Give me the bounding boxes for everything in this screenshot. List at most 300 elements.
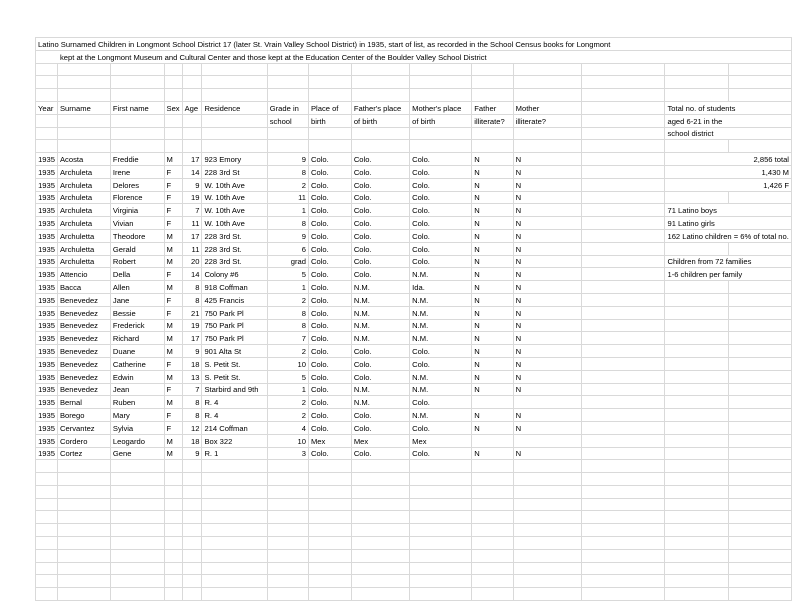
empty-cell[interactable]	[202, 511, 267, 524]
cell-sex[interactable]: M	[164, 242, 182, 255]
cell-year[interactable]: 1935	[36, 421, 58, 434]
cell-father-place-of-birth[interactable]: N.M.	[351, 319, 409, 332]
empty-cell[interactable]	[728, 511, 791, 524]
empty-cell[interactable]	[472, 63, 513, 76]
cell-grade[interactable]: 8	[267, 319, 308, 332]
cell-residence[interactable]: W. 10th Ave	[202, 178, 267, 191]
cell-first-name[interactable]: Sylvia	[110, 421, 164, 434]
summary-note[interactable]: 2,856 total	[665, 153, 792, 166]
empty-cell[interactable]	[164, 460, 182, 473]
empty-cell[interactable]	[202, 537, 267, 550]
empty-cell[interactable]	[202, 63, 267, 76]
cell-year[interactable]: 1935	[36, 370, 58, 383]
cell-surname[interactable]: Archuletta	[57, 229, 110, 242]
empty-cell[interactable]	[308, 127, 351, 140]
empty-cell[interactable]	[582, 345, 665, 358]
empty-cell[interactable]	[728, 485, 791, 498]
cell-surname[interactable]: Archuletta	[57, 255, 110, 268]
empty-cell[interactable]	[351, 562, 409, 575]
cell-surname[interactable]: Attencio	[57, 268, 110, 281]
cell-first-name[interactable]: Della	[110, 268, 164, 281]
empty-cell[interactable]	[665, 242, 728, 255]
cell-first-name[interactable]: Allen	[110, 281, 164, 294]
empty-cell[interactable]	[267, 473, 308, 486]
empty-cell[interactable]	[410, 562, 472, 575]
cell-mother-illiterate[interactable]: N	[513, 409, 581, 422]
empty-cell[interactable]	[410, 575, 472, 588]
empty-cell[interactable]	[182, 498, 202, 511]
empty-cell[interactable]	[308, 485, 351, 498]
cell-age[interactable]: 19	[182, 319, 202, 332]
cell-sex[interactable]: F	[164, 165, 182, 178]
cell-father-place-of-birth[interactable]: N.M.	[351, 332, 409, 345]
cell-father-illiterate[interactable]: N	[472, 281, 513, 294]
cell-father-place-of-birth[interactable]: N.M.	[351, 281, 409, 294]
empty-cell[interactable]	[202, 89, 267, 102]
header-cell-surname[interactable]: Surname	[57, 101, 110, 114]
title-line-2[interactable]: kept at the Longmont Museum and Cultural Center and those kept at the Education Center of the Boulder Valley School District	[36, 50, 792, 63]
empty-cell[interactable]	[582, 153, 665, 166]
empty-cell[interactable]	[728, 460, 791, 473]
empty-cell[interactable]	[472, 588, 513, 601]
cell-sex[interactable]: M	[164, 153, 182, 166]
cell-mother-illiterate[interactable]	[513, 396, 581, 409]
empty-cell[interactable]	[582, 473, 665, 486]
empty-cell[interactable]	[665, 76, 728, 89]
cell-age[interactable]: 17	[182, 229, 202, 242]
cell-father-place-of-birth[interactable]: N.M.	[351, 306, 409, 319]
empty-cell[interactable]	[582, 76, 665, 89]
empty-cell[interactable]	[164, 511, 182, 524]
cell-first-name[interactable]: Gene	[110, 447, 164, 460]
cell-surname[interactable]: Cortez	[57, 447, 110, 460]
cell-residence[interactable]: S. Petit St.	[202, 357, 267, 370]
cell-grade[interactable]: 2	[267, 409, 308, 422]
empty-cell[interactable]	[665, 588, 728, 601]
empty-cell[interactable]	[582, 511, 665, 524]
cell-residence[interactable]: 901 Alta St	[202, 345, 267, 358]
cell-mother-illiterate[interactable]: N	[513, 383, 581, 396]
header-cell-sex[interactable]: Sex	[164, 101, 182, 114]
empty-cell[interactable]	[582, 114, 665, 127]
empty-cell[interactable]	[472, 473, 513, 486]
empty-cell[interactable]	[36, 63, 58, 76]
empty-cell[interactable]	[267, 524, 308, 537]
cell-sex[interactable]: M	[164, 332, 182, 345]
cell-age[interactable]: 12	[182, 421, 202, 434]
cell-age[interactable]: 18	[182, 434, 202, 447]
cell-age[interactable]: 8	[182, 396, 202, 409]
cell-place-of-birth[interactable]: Colo.	[308, 447, 351, 460]
cell-sex[interactable]: M	[164, 370, 182, 383]
empty-cell[interactable]	[582, 191, 665, 204]
cell-mother-place-of-birth[interactable]: Colo.	[410, 153, 472, 166]
empty-cell[interactable]	[267, 63, 308, 76]
empty-cell[interactable]	[582, 588, 665, 601]
cell-father-place-of-birth[interactable]: N.M.	[351, 383, 409, 396]
cell-age[interactable]: 11	[182, 242, 202, 255]
empty-cell[interactable]	[665, 63, 728, 76]
empty-cell[interactable]	[513, 460, 581, 473]
empty-cell[interactable]	[110, 127, 164, 140]
header-cell-mother-ill[interactable]: illiterate?	[513, 114, 581, 127]
empty-cell[interactable]	[36, 485, 58, 498]
empty-cell[interactable]	[582, 575, 665, 588]
empty-cell[interactable]	[513, 485, 581, 498]
empty-cell[interactable]	[582, 140, 665, 153]
cell-sex[interactable]: F	[164, 421, 182, 434]
empty-cell[interactable]	[36, 498, 58, 511]
empty-cell[interactable]	[308, 498, 351, 511]
cell-sex[interactable]: F	[164, 357, 182, 370]
empty-cell[interactable]	[308, 140, 351, 153]
cell-residence[interactable]: 228 3rd St.	[202, 255, 267, 268]
empty-cell[interactable]	[410, 588, 472, 601]
empty-cell[interactable]	[110, 76, 164, 89]
cell-surname[interactable]: Archuleta	[57, 204, 110, 217]
empty-cell[interactable]	[36, 140, 58, 153]
cell-residence[interactable]: R. 4	[202, 396, 267, 409]
cell-sex[interactable]: F	[164, 293, 182, 306]
cell-father-illiterate[interactable]: N	[472, 255, 513, 268]
cell-place-of-birth[interactable]: Colo.	[308, 345, 351, 358]
empty-cell[interactable]	[164, 76, 182, 89]
cell-first-name[interactable]: Delores	[110, 178, 164, 191]
cell-mother-illiterate[interactable]: N	[513, 255, 581, 268]
cell-place-of-birth[interactable]: Colo.	[308, 293, 351, 306]
cell-mother-illiterate[interactable]: N	[513, 178, 581, 191]
cell-mother-illiterate[interactable]: N	[513, 204, 581, 217]
cell-mother-illiterate[interactable]: N	[513, 217, 581, 230]
empty-cell[interactable]	[665, 319, 728, 332]
empty-cell[interactable]	[728, 306, 791, 319]
empty-cell[interactable]	[202, 127, 267, 140]
cell-mother-place-of-birth[interactable]: Colo.	[410, 255, 472, 268]
empty-cell[interactable]	[665, 383, 728, 396]
empty-cell[interactable]	[351, 140, 409, 153]
header-cell-total[interactable]: Total no. of students	[665, 101, 792, 114]
empty-cell[interactable]	[267, 140, 308, 153]
cell-mother-place-of-birth[interactable]: Colo.	[410, 217, 472, 230]
empty-cell[interactable]	[582, 268, 665, 281]
cell-father-place-of-birth[interactable]: Colo.	[351, 153, 409, 166]
cell-year[interactable]: 1935	[36, 434, 58, 447]
empty-cell[interactable]	[57, 562, 110, 575]
cell-first-name[interactable]: Robert	[110, 255, 164, 268]
empty-cell[interactable]	[57, 549, 110, 562]
empty-cell[interactable]	[728, 370, 791, 383]
cell-place-of-birth[interactable]: Colo.	[308, 242, 351, 255]
cell-father-illiterate[interactable]: N	[472, 319, 513, 332]
cell-year[interactable]: 1935	[36, 447, 58, 460]
cell-age[interactable]: 8	[182, 293, 202, 306]
empty-cell[interactable]	[472, 76, 513, 89]
empty-cell[interactable]	[472, 127, 513, 140]
cell-residence[interactable]: 923 Emory	[202, 153, 267, 166]
empty-cell[interactable]	[410, 460, 472, 473]
empty-cell[interactable]	[728, 242, 791, 255]
cell-age[interactable]: 19	[182, 191, 202, 204]
empty-cell[interactable]	[267, 511, 308, 524]
empty-cell[interactable]	[182, 588, 202, 601]
empty-cell[interactable]	[665, 332, 728, 345]
cell-place-of-birth[interactable]: Colo.	[308, 370, 351, 383]
empty-cell[interactable]	[728, 89, 791, 102]
empty-cell[interactable]	[202, 460, 267, 473]
cell-first-name[interactable]: Ruben	[110, 396, 164, 409]
cell-father-place-of-birth[interactable]: Colo.	[351, 165, 409, 178]
cell-place-of-birth[interactable]: Colo.	[308, 178, 351, 191]
empty-cell[interactable]	[36, 575, 58, 588]
empty-cell[interactable]	[164, 562, 182, 575]
cell-residence[interactable]: 750 Park Pl	[202, 319, 267, 332]
cell-sex[interactable]: F	[164, 306, 182, 319]
empty-cell[interactable]	[351, 588, 409, 601]
cell-mother-place-of-birth[interactable]: N.M.	[410, 332, 472, 345]
empty-cell[interactable]	[513, 537, 581, 550]
empty-cell[interactable]	[582, 370, 665, 383]
empty-cell[interactable]	[728, 357, 791, 370]
cell-age[interactable]: 9	[182, 447, 202, 460]
empty-cell[interactable]	[728, 396, 791, 409]
empty-cell[interactable]	[513, 127, 581, 140]
empty-cell[interactable]	[182, 485, 202, 498]
empty-cell[interactable]	[182, 537, 202, 550]
cell-place-of-birth[interactable]: Colo.	[308, 255, 351, 268]
empty-cell[interactable]	[182, 575, 202, 588]
cell-residence[interactable]: R. 1	[202, 447, 267, 460]
cell-age[interactable]: 13	[182, 370, 202, 383]
cell-first-name[interactable]: Vivian	[110, 217, 164, 230]
empty-cell[interactable]	[728, 575, 791, 588]
empty-cell[interactable]	[182, 140, 202, 153]
empty-cell[interactable]	[582, 89, 665, 102]
header-cell-father-pob[interactable]: of birth	[351, 114, 409, 127]
header-cell-grade[interactable]: Grade in	[267, 101, 308, 114]
empty-cell[interactable]	[728, 63, 791, 76]
empty-cell[interactable]	[665, 537, 728, 550]
cell-year[interactable]: 1935	[36, 242, 58, 255]
header-cell-year[interactable]: Year	[36, 101, 58, 114]
cell-father-illiterate[interactable]: N	[472, 332, 513, 345]
cell-mother-illiterate[interactable]	[513, 434, 581, 447]
empty-cell[interactable]	[582, 421, 665, 434]
empty-cell[interactable]	[665, 140, 728, 153]
empty-cell[interactable]	[582, 178, 665, 191]
cell-father-illiterate[interactable]: N	[472, 153, 513, 166]
empty-cell[interactable]	[267, 562, 308, 575]
cell-age[interactable]: 9	[182, 178, 202, 191]
summary-note[interactable]: 71 Latino boys	[665, 204, 792, 217]
cell-father-place-of-birth[interactable]: Colo.	[351, 242, 409, 255]
cell-grade[interactable]: 5	[267, 268, 308, 281]
empty-cell[interactable]	[36, 588, 58, 601]
empty-cell[interactable]	[728, 562, 791, 575]
empty-cell[interactable]	[351, 549, 409, 562]
cell-residence[interactable]: R. 4	[202, 409, 267, 422]
cell-surname[interactable]: Benevedez	[57, 319, 110, 332]
cell-mother-illiterate[interactable]: N	[513, 191, 581, 204]
cell-grade[interactable]: 6	[267, 242, 308, 255]
summary-note[interactable]: 1-6 children per family	[665, 268, 792, 281]
empty-cell[interactable]	[36, 460, 58, 473]
cell-mother-place-of-birth[interactable]: Colo.	[410, 396, 472, 409]
empty-cell[interactable]	[57, 460, 110, 473]
header-cell-total[interactable]: aged 6-21 in the	[665, 114, 792, 127]
cell-year[interactable]: 1935	[36, 178, 58, 191]
cell-grade[interactable]: 10	[267, 357, 308, 370]
empty-cell[interactable]	[57, 588, 110, 601]
cell-first-name[interactable]: Freddie	[110, 153, 164, 166]
empty-cell[interactable]	[36, 524, 58, 537]
empty-cell[interactable]	[164, 89, 182, 102]
cell-grade[interactable]: 1	[267, 204, 308, 217]
cell-sex[interactable]: F	[164, 409, 182, 422]
empty-cell[interactable]	[267, 537, 308, 550]
cell-father-place-of-birth[interactable]: Colo.	[351, 268, 409, 281]
empty-cell[interactable]	[110, 588, 164, 601]
cell-mother-illiterate[interactable]: N	[513, 332, 581, 345]
cell-sex[interactable]: M	[164, 255, 182, 268]
header-cell-pob[interactable]: Place of	[308, 101, 351, 114]
empty-cell[interactable]	[308, 460, 351, 473]
empty-cell[interactable]	[351, 511, 409, 524]
cell-year[interactable]: 1935	[36, 281, 58, 294]
cell-father-illiterate[interactable]: N	[472, 306, 513, 319]
cell-year[interactable]: 1935	[36, 396, 58, 409]
cell-sex[interactable]: F	[164, 204, 182, 217]
cell-grade[interactable]: 5	[267, 370, 308, 383]
cell-sex[interactable]: M	[164, 396, 182, 409]
empty-cell[interactable]	[728, 537, 791, 550]
cell-mother-place-of-birth[interactable]: Colo.	[410, 242, 472, 255]
empty-cell[interactable]	[410, 511, 472, 524]
cell-first-name[interactable]: Edwin	[110, 370, 164, 383]
cell-residence[interactable]: 228 3rd St.	[202, 242, 267, 255]
empty-cell[interactable]	[202, 473, 267, 486]
empty-cell[interactable]	[582, 319, 665, 332]
cell-residence[interactable]: Starbird and 9th	[202, 383, 267, 396]
empty-cell[interactable]	[582, 549, 665, 562]
cell-first-name[interactable]: Richard	[110, 332, 164, 345]
empty-cell[interactable]	[665, 421, 728, 434]
cell-sex[interactable]: M	[164, 345, 182, 358]
cell-father-illiterate[interactable]: N	[472, 229, 513, 242]
cell-grade[interactable]: 8	[267, 217, 308, 230]
empty-cell[interactable]	[582, 306, 665, 319]
empty-cell[interactable]	[728, 76, 791, 89]
cell-age[interactable]: 17	[182, 332, 202, 345]
empty-cell[interactable]	[665, 306, 728, 319]
cell-surname[interactable]: Cordero	[57, 434, 110, 447]
empty-cell[interactable]	[665, 511, 728, 524]
empty-cell[interactable]	[308, 89, 351, 102]
empty-cell[interactable]	[57, 511, 110, 524]
cell-first-name[interactable]: Jane	[110, 293, 164, 306]
cell-mother-place-of-birth[interactable]: Colo.	[410, 421, 472, 434]
cell-age[interactable]: 14	[182, 268, 202, 281]
cell-mother-illiterate[interactable]: N	[513, 421, 581, 434]
cell-mother-illiterate[interactable]: N	[513, 293, 581, 306]
empty-cell[interactable]	[267, 460, 308, 473]
empty-cell[interactable]	[665, 191, 728, 204]
empty-cell[interactable]	[57, 76, 110, 89]
empty-cell[interactable]	[202, 549, 267, 562]
title-line-1[interactable]: Latino Surnamed Children in Longmont School District 17 (later St. Vrain Valley School District) in 1935, start of list, as recorded in the School Census books for Longmont	[36, 38, 792, 51]
cell-place-of-birth[interactable]: Colo.	[308, 229, 351, 242]
empty-cell[interactable]	[472, 89, 513, 102]
empty-cell[interactable]	[665, 409, 728, 422]
empty-cell[interactable]	[267, 127, 308, 140]
empty-cell[interactable]	[110, 562, 164, 575]
empty-cell[interactable]	[513, 89, 581, 102]
cell-mother-illiterate[interactable]: N	[513, 345, 581, 358]
cell-place-of-birth[interactable]: Colo.	[308, 204, 351, 217]
empty-cell[interactable]	[164, 63, 182, 76]
cell-age[interactable]: 18	[182, 357, 202, 370]
empty-cell[interactable]	[410, 63, 472, 76]
empty-cell[interactable]	[202, 588, 267, 601]
cell-grade[interactable]: 7	[267, 332, 308, 345]
cell-father-illiterate[interactable]: N	[472, 357, 513, 370]
cell-grade[interactable]: 9	[267, 153, 308, 166]
cell-mother-illiterate[interactable]: N	[513, 370, 581, 383]
empty-cell[interactable]	[308, 524, 351, 537]
empty-cell[interactable]	[182, 127, 202, 140]
empty-cell[interactable]	[164, 588, 182, 601]
cell-surname[interactable]: Archuleta	[57, 165, 110, 178]
summary-note[interactable]: 91 Latino girls	[665, 217, 792, 230]
empty-cell[interactable]	[410, 485, 472, 498]
empty-cell[interactable]	[110, 140, 164, 153]
empty-cell[interactable]	[513, 549, 581, 562]
empty-cell[interactable]	[472, 524, 513, 537]
empty-cell[interactable]	[728, 140, 791, 153]
empty-cell[interactable]	[665, 293, 728, 306]
empty-cell[interactable]	[202, 524, 267, 537]
empty-cell[interactable]	[267, 89, 308, 102]
empty-cell[interactable]	[582, 537, 665, 550]
empty-cell[interactable]	[308, 588, 351, 601]
cell-mother-illiterate[interactable]: N	[513, 319, 581, 332]
empty-cell[interactable]	[57, 63, 110, 76]
cell-age[interactable]: 20	[182, 255, 202, 268]
empty-cell[interactable]	[351, 498, 409, 511]
cell-father-place-of-birth[interactable]: Colo.	[351, 370, 409, 383]
empty-cell[interactable]	[582, 63, 665, 76]
empty-cell[interactable]	[665, 575, 728, 588]
empty-cell[interactable]	[472, 511, 513, 524]
cell-father-place-of-birth[interactable]: Colo.	[351, 421, 409, 434]
empty-cell[interactable]	[57, 89, 110, 102]
cell-father-place-of-birth[interactable]: N.M.	[351, 293, 409, 306]
cell-place-of-birth[interactable]: Colo.	[308, 383, 351, 396]
cell-first-name[interactable]: Jean	[110, 383, 164, 396]
cell-father-illiterate[interactable]: N	[472, 421, 513, 434]
empty-cell[interactable]	[110, 524, 164, 537]
empty-cell[interactable]	[182, 63, 202, 76]
summary-note[interactable]: 1,426 F	[665, 178, 792, 191]
cell-surname[interactable]: Archuletta	[57, 242, 110, 255]
empty-cell[interactable]	[582, 165, 665, 178]
empty-cell[interactable]	[164, 524, 182, 537]
empty-cell[interactable]	[267, 575, 308, 588]
cell-father-place-of-birth[interactable]: N.M.	[351, 396, 409, 409]
cell-grade[interactable]: 4	[267, 421, 308, 434]
cell-residence[interactable]: 228 3rd St.	[202, 229, 267, 242]
empty-cell[interactable]	[182, 549, 202, 562]
empty-cell[interactable]	[164, 485, 182, 498]
